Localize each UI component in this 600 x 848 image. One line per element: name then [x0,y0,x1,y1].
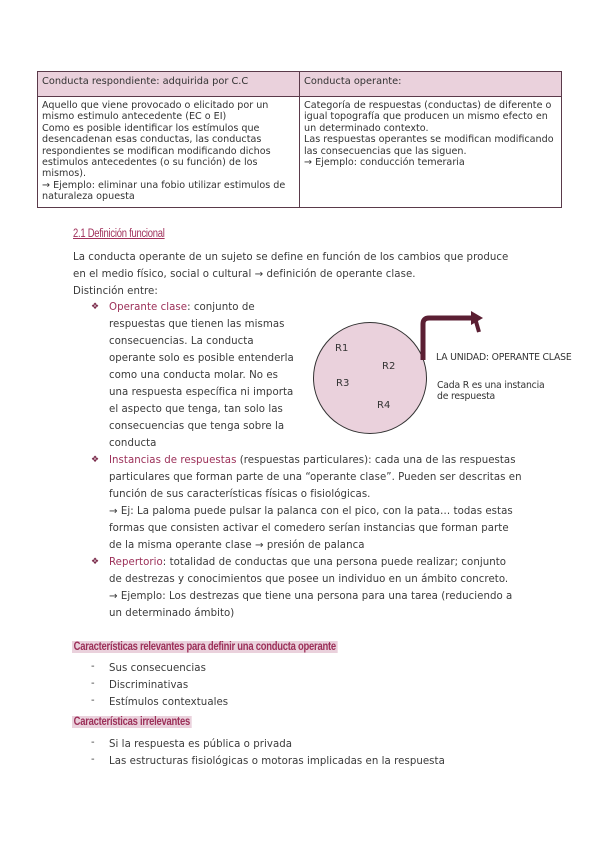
table-header-row [38,72,562,97]
dash-marker: - [91,678,95,689]
relevant-item: Estímulos contextuales [109,697,229,708]
b3-line-2: de destrezas y conocimientos que posee un individuo en un ámbito concreto. [109,574,509,585]
b2-line-2: particulares que forman parte de una “operante clase”. Pueden ser descritas en [109,472,522,483]
b1-line-7: el aspecto que tenga, tan solo las [109,404,283,415]
r3-label: R3 [336,378,350,389]
bullet-diamond-icon: ❖ [91,455,100,465]
b2-line-6: de la misma operante clase → presión de palanca [109,540,365,551]
bullet-diamond-icon: ❖ [91,302,100,312]
table-header-respondiente: Conducta respondiente: adquirida por C.C [38,72,300,97]
dash-marker: - [91,695,95,706]
b1-line-2: respuestas que tienen las mismas [109,319,285,330]
table-cell-respondiente [38,97,300,208]
b3-line-3: → Ejemplo: Los destrezas que tiene una persona para una tarea (reduciendo a [109,591,513,602]
b1-line-1: : conjunto de [187,302,255,313]
b1-line-6: una respuesta específica ni importa [109,387,294,398]
diagram-sub-label-1: Cada R es una instancia [437,380,545,391]
b3-line-1: : totalidad de conductas que una persona puede realizar; conjunto [162,557,507,568]
r1-label: R1 [335,343,349,354]
term-operante-clase: Operante clase [109,302,188,313]
dash-marker: - [91,661,95,672]
irrelevant-item: Si la respuesta es pública o privada [109,739,293,750]
term-instancias: Instancias de respuestas [109,455,237,466]
b1-line-5: como una conducta molar. No es [109,370,279,381]
dash-marker: - [91,754,95,765]
relevant-item: Sus consecuencias [109,663,206,674]
bullet-instancias [109,452,549,554]
intro-line-1: La conducta operante de un sujeto se define en función de los cambios que produce [73,252,509,263]
r4-label: R4 [377,400,391,411]
relevant-item: Discriminativas [109,680,189,691]
r2-label: R2 [382,361,396,372]
diagram-main-label: LA UNIDAD: OPERANTE CLASE [436,352,572,363]
bullet-diamond-icon: ❖ [91,557,100,567]
operant-class-circle [313,322,427,434]
bullet-operante-clase [109,299,309,452]
operante-text: Categoría de respuestas (conductas) de diferente o igual topografía que producen un mismo efecto en un determinado contexto. Las respuestas operantes se modifican modificando las consecuencias que las siguen. → Ejemplo: conducción temeraria [304,100,554,169]
b1-line-3: consecuencias. La conducta [109,336,254,347]
b2-line-3: función de sus características físicas o fisiológicas. [109,489,371,500]
section-heading: 2.1 Definición funcional [73,228,165,240]
term-repertorio: Repertorio [109,557,163,568]
b1-line-9: conducta [109,438,157,449]
table-cell-operante [300,97,562,208]
respondiente-text: Aquello que viene provocado o elicitado por un mismo estimulo antecedente (EC o EI) Como es posible identificar los estímulos que desencadenan esas conductas, las conductas respondientes se modifican modificando dichos estimulos antecedentes (o su función) de los mismos). → Ejemplo: eliminar una fobio utilizar estimulos de naturaleza opuesta [42,100,286,203]
b2-line-5: formas que consisten activar el comedero serían instancias que forman parte [109,523,509,534]
comparison-table [37,71,562,208]
diagram-sub-label-2: de respuesta [437,391,496,402]
b1-line-4: operante solo es posible entenderla [109,353,294,364]
b3-line-4: un determinado ámbito) [109,608,235,619]
intro-line-2: en el medio físico, social o cultural → definición de operante clase. [73,269,416,280]
irrelevant-heading: Características irrelevantes [73,716,190,728]
table-body-row [38,97,562,208]
b2-line-4: → Ej: La paloma puede pulsar la palanca con el pico, con la pata… todas estas [109,506,513,517]
relevant-heading: Características relevantes para definir una conducta operante [73,641,336,653]
b1-line-8: consecuencias que tenga sobre la [109,421,285,432]
intro-line-3: Distinción entre: [73,286,158,297]
irrelevant-item: Las estructuras fisiológicas o motoras implicadas en la respuesta [109,756,445,767]
table-header-operante: Conducta operante: [300,72,562,97]
bullet-repertorio [109,554,549,622]
b2-line-1: (respuestas particulares): cada una de las respuestas [236,455,516,466]
dash-marker: - [91,737,95,748]
